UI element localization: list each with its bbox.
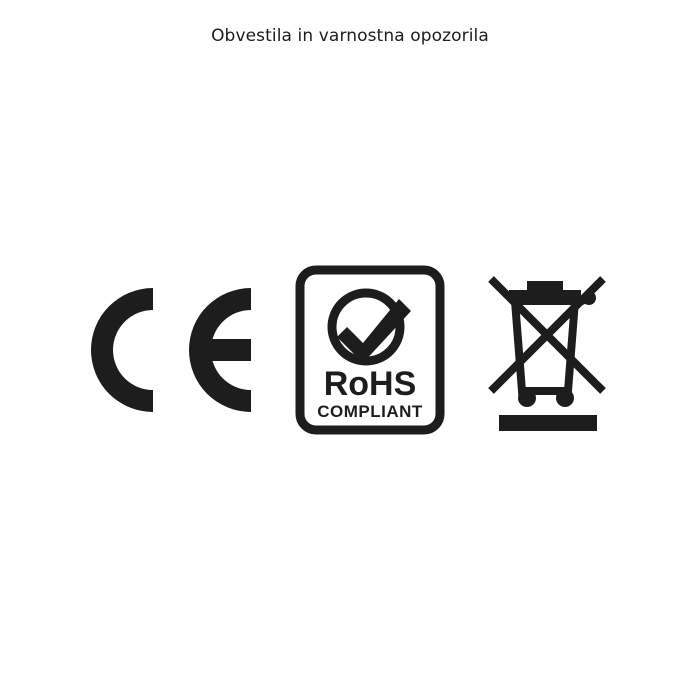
weee-mark — [483, 265, 613, 435]
crossed-out-wheelie-bin-icon — [483, 265, 613, 435]
svg-text:COMPLIANT: COMPLIANT — [317, 402, 423, 421]
compliance-marks-row — [0, 250, 700, 450]
svg-text:RoHS: RoHS — [323, 365, 417, 403]
page-title: Obvestila in varnostna opozorila — [211, 26, 489, 46]
rohs-mark — [295, 265, 445, 435]
rohs-compliant-icon — [295, 265, 445, 435]
ce-conformity-icon — [87, 270, 257, 430]
ce-mark — [87, 270, 257, 430]
